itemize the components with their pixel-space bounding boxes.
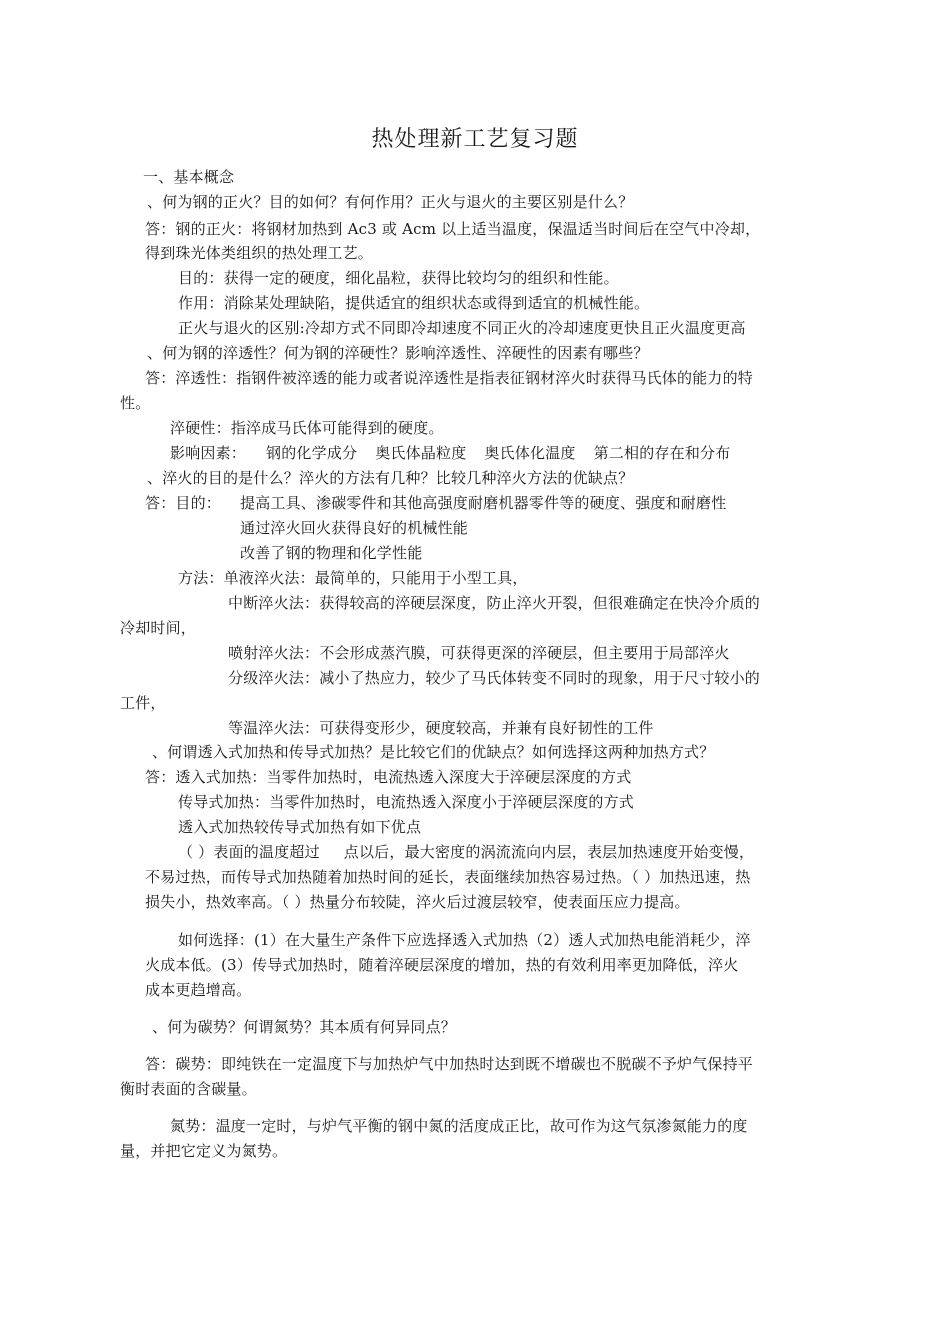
method-isothermal: 等温淬火法：可获得变形少，硬度较高，并兼有良好韧性的工件 bbox=[228, 719, 654, 737]
method-spray: 喷射淬火法：不会形成蒸汽膜，可获得更深的淬硬层，但主要用于局部淬火 bbox=[228, 644, 730, 662]
question-4: 、何谓透入式加热和传导式加热？是比较它们的优缺点？如何选择这两种加热方式？ bbox=[152, 743, 715, 761]
answer-2-hardenability: 淬硬性：指淬成马氏体可能得到的硬度。 bbox=[170, 419, 444, 437]
answer-1-line-1: 答：钢的正火：将钢材加热到 Ac3 或 Acm 以上适当温度，保温适当时间后在空气中冷却， bbox=[145, 220, 761, 238]
factor-item: 第二相的存在和分布 bbox=[593, 444, 731, 462]
answer-1-line-2: 得到珠光体类组织的热处理工艺。 bbox=[145, 244, 374, 262]
answer-4-conduction: 传导式加热：当零件加热时，电流热透入深度小于淬硬层深度的方式 bbox=[178, 793, 635, 811]
question-1: 、何为钢的正火？目的如何？有何作用？正火与退火的主要区别是什么？ bbox=[147, 193, 634, 211]
answer-5-line-1: 答：碳势：即纯铁在一定温度下与加热炉气中加热时达到既不增碳也不脱碳不予炉气保持平 bbox=[145, 1055, 754, 1073]
purpose-item: 改善了钢的物理和化学性能 bbox=[240, 544, 423, 562]
purpose-item: 通过淬火回火获得良好的机械性能 bbox=[240, 519, 469, 537]
answer-1-purpose: 目的：获得一定的硬度，细化晶粒，获得比较均匀的组织和性能。 bbox=[178, 269, 619, 287]
question-5: 、何为碳势？何谓氮势？其本质有何异同点？ bbox=[152, 1018, 457, 1036]
selection-line-1: 如何选择：(1）在大量生产条件下应选择透入式加热（2）透人式加热电能消耗少，淬 bbox=[178, 931, 751, 949]
purpose-item: 提高工具、渗碳零件和其他高强度耐磨机器零件等的硬度、强度和耐磨性 bbox=[240, 494, 727, 512]
answer-1-difference: 正火与退火的区别:冷却方式不同即冷却速度不同正火的冷却速度更快且正火温度更高 bbox=[178, 319, 746, 337]
answer-4-advantages-intro: 透入式加热较传导式加热有如下优点 bbox=[178, 818, 422, 836]
selection-line-3: 成本更趋增高。 bbox=[145, 981, 252, 999]
method-interrupted-line-2: 冷却时间， bbox=[120, 619, 197, 637]
factors-label: 影响因素： bbox=[170, 444, 247, 462]
advantage-line-2: 不易过热，而传导式加热随着加热时间的延长，表面继续加热容易过热。（ ）加热迅速，热 bbox=[145, 868, 751, 886]
method-single: 方法：单液淬火法：最简单的，只能用于小型工具， bbox=[178, 569, 528, 587]
advantage-line-1: （ ）表面的温度超过 点以后，最大密度的涡流流向内层，表层加热速度开始变慢， bbox=[178, 843, 755, 861]
question-2: 、何为钢的淬透性？何为钢的淬硬性？影响淬透性、淬硬性的因素有哪些？ bbox=[147, 344, 649, 362]
answer-3-label: 答：目的： bbox=[145, 494, 222, 512]
nitrogen-line-1: 氮势：温度一定时，与炉气平衡的钢中氮的活度成正比，故可作为这气氛渗氮能力的度 bbox=[170, 1117, 748, 1135]
answer-4-penetration: 答：透入式加热：当零件加热时，电流热透入深度大于淬硬层深度的方式 bbox=[145, 768, 632, 786]
answer-1-effect: 作用：消除某处理缺陷，提供适宜的组织状态或得到适宜的机械性能。 bbox=[178, 294, 650, 312]
advantage-line-3: 损失小，热效率高。（ ）热量分布较陡，淬火后过渡层较窄，使表面压应力提高。 bbox=[145, 893, 690, 911]
answer-2-line-2: 性。 bbox=[120, 394, 151, 412]
factor-item: 钢的化学成分 bbox=[266, 444, 358, 462]
selection-line-2: 火成本低。(3）传导式加热时，随着淬硬层深度的增加，热的有效利用率更加降低，淬火 bbox=[145, 956, 739, 974]
answer-5-line-2: 衡时表面的含碳量。 bbox=[120, 1080, 257, 1098]
answer-2-factors bbox=[170, 443, 730, 463]
method-graded-line-1: 分级淬火法：减小了热应力，较少了马氏体转变不同时的现象，用于尺寸较小的 bbox=[228, 669, 761, 687]
factor-item: 奥氏体晶粒度 bbox=[375, 444, 467, 462]
page-title: 热处理新工艺复习题 bbox=[371, 127, 579, 152]
answer-2-line-1: 答：淬透性：指钢件被淬透的能力或者说淬透性是指表征钢材淬火时获得马氏体的能力的特 bbox=[145, 369, 754, 387]
method-interrupted-line-1: 中断淬火法：获得较高的淬硬层深度，防止淬火开裂，但很难确定在快冷介质的 bbox=[228, 594, 761, 612]
section-heading: 一、基本概念 bbox=[143, 168, 235, 186]
question-3: 、淬火的目的是什么？淬火的方法有几种？比较几种淬火方法的优缺点？ bbox=[147, 469, 634, 487]
factor-item: 奥氏体化温度 bbox=[484, 444, 576, 462]
method-graded-line-2: 工件， bbox=[120, 694, 166, 712]
nitrogen-line-2: 量，并把它定义为氮势。 bbox=[120, 1142, 288, 1160]
